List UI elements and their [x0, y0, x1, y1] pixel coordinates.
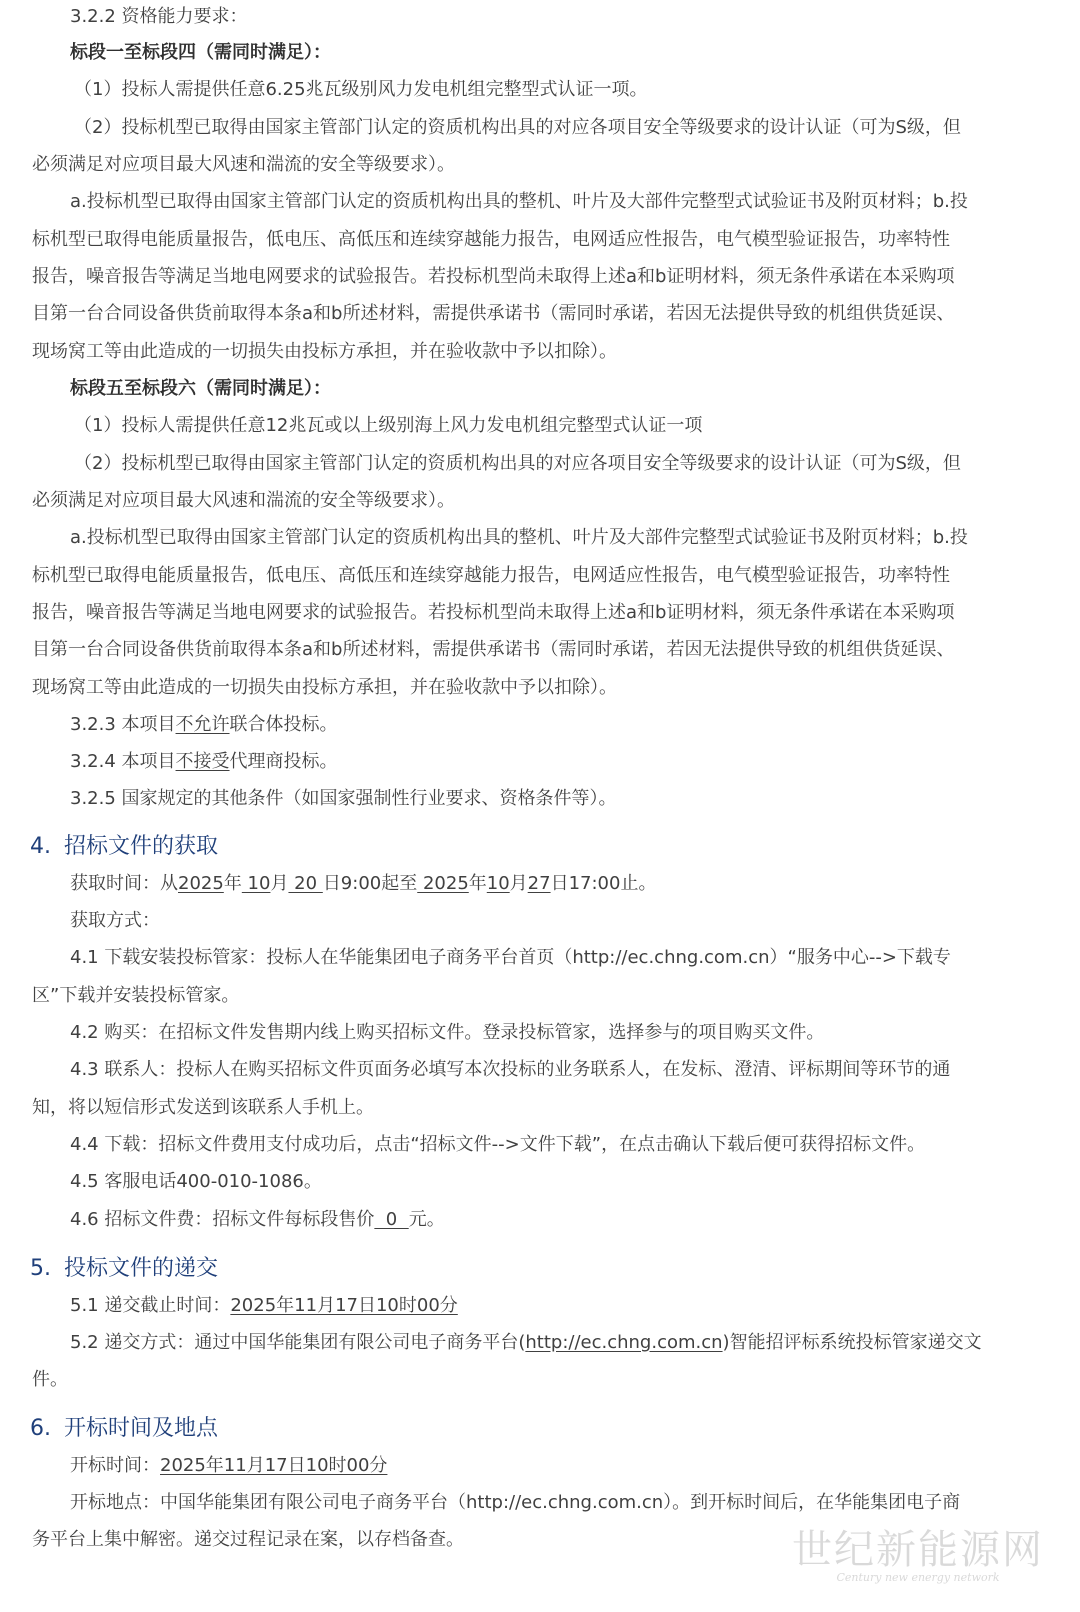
section-4-heading [30, 833, 218, 861]
para-4-3-line-2: 知，将以短信形式发送到该联系人手机上。 [32, 1097, 374, 1118]
para-5-1 [70, 1294, 458, 1318]
acquire-end-year: 2025 [417, 873, 469, 894]
section-5-heading [30, 1255, 218, 1283]
group-b-para-line-3: 报告，噪音报告等满足当地电网要求的试验报告。若投标机型尚未取得上述a和b证明材料，须无条件承诺在本采购项 [32, 602, 955, 623]
para-5-1-prefix: 5.1 递交截止时间： [70, 1295, 231, 1316]
group-b-para-line-4: 目第一台合同设备供货前取得本条a和b所述材料，需提供承诺书（需同时承诺，若因无法提供导致的机组供货延误、 [32, 639, 955, 660]
para-5-2-line-2: 件。 [32, 1369, 68, 1390]
para-4-6-prefix: 4.6 招标文件费：招标文件每标段售价 [70, 1209, 375, 1230]
submission-deadline: 2025年11月17日10时00分 [230, 1295, 458, 1316]
acquire-start-year: 2025 [178, 873, 224, 894]
acquire-end-month: 10 [486, 873, 510, 894]
watermark-english: Century new energy network [836, 1571, 1000, 1584]
para-4-2: 4.2 购买：在招标文件发售期内线上购买招标文件。登录投标管家，选择参与的项目购买文件。 [70, 1022, 825, 1043]
section-3-2-3-underlined: 不允许 [175, 714, 230, 735]
section-3-2-3-prefix: 3.2.3 本项目 [70, 714, 176, 735]
group-a-item-2-line-1: （2）投标机型已取得由国家主管部门认定的资质机构出具的对应各项目安全等级要求的设计认证（可为S级，但 [74, 117, 961, 138]
site-watermark [792, 1528, 1044, 1584]
group-b-item-2-line-1: （2）投标机型已取得由国家主管部门认定的资质机构出具的对应各项目安全等级要求的设计认证（可为S级，但 [74, 453, 961, 474]
acquire-start-day: 20 [288, 873, 323, 894]
section-6-title: 开标时间及地点 [64, 1416, 219, 1441]
acquire-time-year-char: 年 [223, 873, 242, 894]
acquire-time-month-char-2: 月 [509, 873, 528, 894]
group-b-para-line-2: 标机型已取得电能质量报告，低电压、高低压和连续穿越能力报告，电网适应性报告，电气模型验证报告，功率特性 [32, 565, 950, 586]
section-3-2-3-suffix: 联合体投标。 [229, 714, 338, 735]
group-b-heading: 标段五至标段六（需同时满足）： [70, 378, 331, 399]
acquire-time-mid: 日9:00起至 [322, 873, 418, 894]
group-a-para-line-5: 现场窝工等由此造成的一切损失由投标方承担，并在验收款中予以扣除）。 [32, 341, 617, 362]
para-5-2-prefix: 5.2 递交方式：通过中国华能集团有限公司电子商务平台( [70, 1332, 526, 1353]
tender-fee-value: 0 [374, 1209, 409, 1230]
section-4-number: 4. [30, 834, 51, 859]
section-6-number: 6. [30, 1416, 51, 1441]
group-b-para-line-1: a.投标机型已取得由国家主管部门认定的资质机构出具的整机、叶片及大部件完整型式试验证书及附页材料；b.投 [70, 527, 968, 548]
opening-time-value: 2025年11月17日10时00分 [160, 1455, 388, 1476]
ec-platform-link[interactable]: http://ec.chng.com.cn [525, 1332, 723, 1353]
section-3-2-4-prefix: 3.2.4 本项目 [70, 751, 176, 772]
group-b-item-2-line-2: 必须满足对应项目最大风速和湍流的安全等级要求）。 [32, 490, 455, 511]
para-4-4: 4.4 下载：招标文件费用支付成功后，点击“招标文件-->文件下载”，在点击确认下载后便可获得招标文件。 [70, 1134, 926, 1155]
para-5-2-suffix: )智能招评标系统投标管家递交文 [722, 1332, 982, 1353]
section-3-2-3 [70, 713, 338, 737]
section-3-2-5: 3.2.5 国家规定的其他条件（如国家强制性行业要求、资格条件等）。 [70, 788, 617, 809]
opening-time-label: 开标时间： [70, 1455, 160, 1476]
acquire-time-month-char: 月 [270, 873, 289, 894]
section-5-title: 投标文件的递交 [64, 1256, 219, 1281]
para-4-5: 4.5 客服电话400-010-1086。 [70, 1171, 322, 1192]
group-a-item-1: （1）投标人需提供任意6.25兆瓦级别风力发电机组完整型式认证一项。 [74, 79, 648, 100]
section-4-title: 招标文件的获取 [64, 834, 219, 859]
group-a-para-line-1: a.投标机型已取得由国家主管部门认定的资质机构出具的整机、叶片及大部件完整型式试验证书及附页材料；b.投 [70, 191, 968, 212]
acquire-end-day: 27 [527, 873, 551, 894]
watermark-chinese: 世纪新能源网 [792, 1527, 1044, 1573]
group-a-item-2-line-2: 必须满足对应项目最大风速和湍流的安全等级要求）。 [32, 154, 455, 175]
acquire-method-label: 获取方式： [70, 910, 160, 931]
acquire-time-label: 获取时间：从 [70, 873, 178, 894]
para-4-1-line-2: 区”下载并安装投标管家。 [32, 985, 240, 1006]
group-a-para-line-2: 标机型已取得电能质量报告，低电压、高低压和连续穿越能力报告，电网适应性报告，电气模型验证报告，功率特性 [32, 229, 950, 250]
section-3-2-2-title: 3.2.2 资格能力要求： [70, 6, 248, 27]
opening-place-line-2: 务平台上集中解密。递交过程记录在案，以存档备查。 [32, 1529, 464, 1550]
section-6-heading [30, 1415, 218, 1443]
section-3-2-4-underlined: 不接受 [175, 751, 230, 772]
acquire-start-month: 10 [241, 873, 271, 894]
group-b-para-line-5: 现场窝工等由此造成的一切损失由投标方承担，并在验收款中予以扣除）。 [32, 677, 617, 698]
para-4-1-line-1: 4.1 下载安装投标管家：投标人在华能集团电子商务平台首页（http://ec.chng.com.cn）“服务中心-->下载专 [70, 947, 951, 968]
group-a-heading: 标段一至标段四（需同时满足）： [70, 42, 331, 63]
section-3-2-4-suffix: 代理商投标。 [229, 751, 338, 772]
opening-place-line-1: 开标地点：中国华能集团有限公司电子商务平台（http://ec.chng.com.cn）。到开标时间后，在华能集团电子商 [70, 1492, 961, 1513]
para-4-6-suffix: 元。 [408, 1209, 445, 1230]
acquire-time-year-char-2: 年 [468, 873, 487, 894]
para-4-3-line-1: 4.3 联系人：投标人在购买招标文件页面务必填写本次投标的业务联系人，在发标、澄清、评标期间等环节的通 [70, 1059, 951, 1080]
group-b-item-1: （1）投标人需提供任意12兆瓦或以上级别海上风力发电机组完整型式认证一项 [74, 415, 703, 436]
group-a-para-line-3: 报告，噪音报告等满足当地电网要求的试验报告。若投标机型尚未取得上述a和b证明材料，须无条件承诺在本采购项 [32, 266, 955, 287]
para-5-2-line-1 [70, 1331, 982, 1355]
section-5-number: 5. [30, 1256, 51, 1281]
para-4-6 [70, 1208, 445, 1232]
group-a-para-line-4: 目第一台合同设备供货前取得本条a和b所述材料，需提供承诺书（需同时承诺，若因无法提供导致的机组供货延误、 [32, 303, 955, 324]
section-3-2-4 [70, 750, 338, 774]
acquire-time-end: 日17:00止。 [550, 873, 657, 894]
acquire-time [70, 872, 656, 896]
opening-time [70, 1454, 387, 1478]
